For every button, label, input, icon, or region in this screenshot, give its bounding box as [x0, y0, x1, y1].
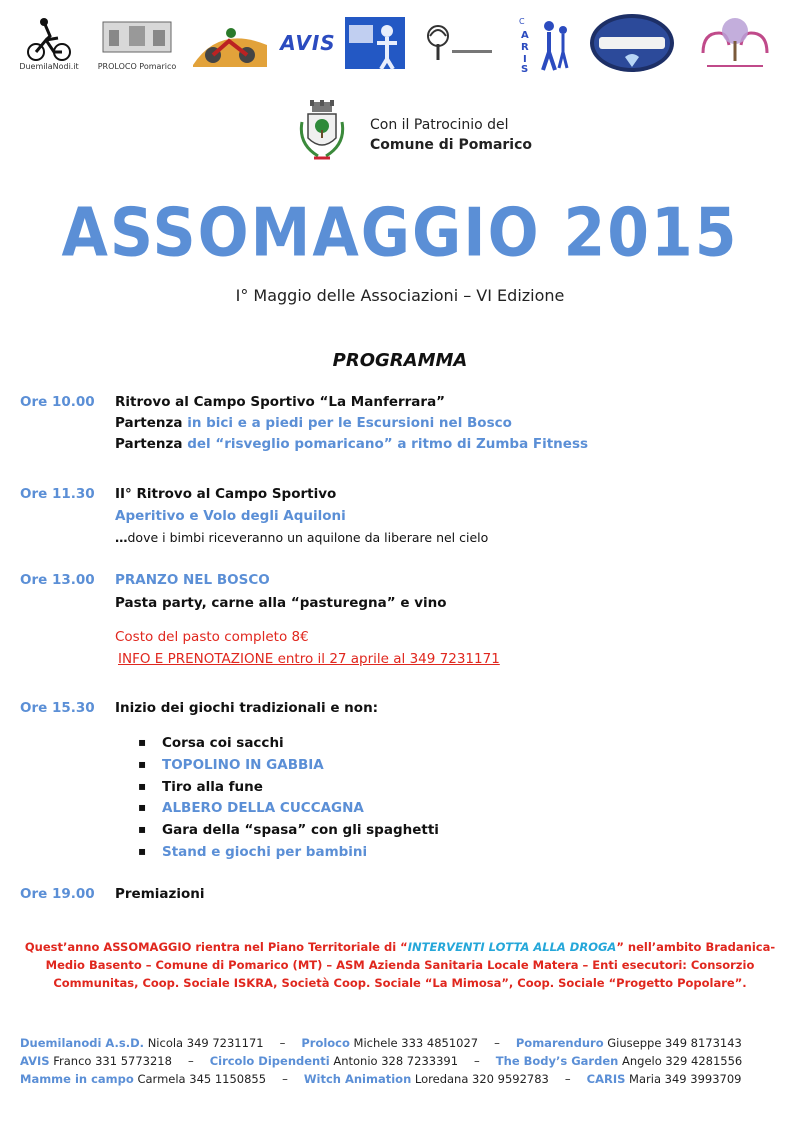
caris-logo: [510, 10, 576, 76]
s2-line-1: II° Ritrovo al Campo Sportivo: [115, 486, 337, 502]
contact-org: Proloco: [301, 1036, 350, 1050]
contact-person: Michele 333 4851027: [349, 1036, 479, 1050]
s1-line-2-b: in bici e a piedi per le Escursioni nel Bosco: [182, 415, 512, 431]
contacts-row: [20, 1072, 790, 1086]
s3-line-2: Pasta party, carne alla “pasturegna” e vino: [115, 595, 447, 611]
time-13-00: Ore 13.00: [20, 572, 95, 588]
contact-separator: –: [187, 1054, 194, 1068]
booking-info: INFO E PRENOTAZIONE entro il 27 aprile al 349 7231171: [118, 651, 500, 667]
notice-a: Quest’anno ASSOMAGGIO rientra nel Piano Territoriale di “: [24, 940, 408, 954]
contact-org: Mamme in campo: [20, 1072, 134, 1086]
duemilanodi-logo: DuemilaNodi.it: [14, 10, 84, 76]
contact-person: Loredana 320 9592783: [411, 1072, 549, 1086]
svg-text:R: R: [521, 42, 529, 53]
game-item: [140, 757, 324, 773]
s1-line-2: [115, 415, 512, 431]
pomarenduro-logo: [188, 10, 272, 76]
s1-line-1: Ritrovo al Campo Sportivo “La Manferrara”: [115, 394, 446, 410]
avis-logo: AVIS: [280, 31, 336, 55]
notice-line-2: Medio Basento – Comune di Pomarico (MT) – ASM Azienda Sanitaria Locale Matera – Enti esecutori: Consorzio: [45, 958, 755, 972]
game-label: TOPOLINO IN GABBIA: [162, 757, 324, 773]
contact-person: Carmela 345 1150855: [133, 1072, 267, 1086]
contact-person: Nicola 349 7231171: [144, 1036, 264, 1050]
contact-org: CARIS: [586, 1072, 626, 1086]
patronage-line-1: Con il Patrocinio del: [370, 117, 509, 133]
time-11-30: Ore 11.30: [20, 486, 95, 502]
s1-line-3-b: del “risveglio pomaricano” a ritmo di Zumba Fitness: [182, 436, 589, 452]
game-item: [140, 800, 364, 816]
s4-line-1: Inizio dei giochi tradizionali e non:: [115, 700, 379, 716]
pomarico-crest: [296, 100, 348, 168]
contact-person: Giuseppe 349 8173143: [603, 1036, 742, 1050]
contact-person: Angelo 329 4281556: [618, 1054, 743, 1068]
time-15-30: Ore 15.30: [20, 700, 95, 716]
contact-org: Pomarenduro: [515, 1036, 604, 1050]
game-label: ALBERO DELLA CUCCAGNA: [162, 800, 364, 816]
contact-org: Witch Animation: [303, 1072, 412, 1086]
svg-text:I: I: [523, 54, 527, 65]
mamme-in-campo-logo: [690, 10, 780, 76]
circolo-logo: [416, 10, 496, 76]
proloco-logo: PROLOCO Pomarico: [96, 10, 178, 76]
game-item: [140, 844, 367, 860]
contact-separator: –: [564, 1072, 571, 1086]
game-label: Corsa coi sacchi: [162, 735, 284, 751]
svg-text:S: S: [521, 64, 529, 74]
contact-separator: –: [474, 1054, 480, 1068]
contact-org: Circolo Dipendenti: [209, 1054, 330, 1068]
witch-animation-logo: [588, 10, 676, 76]
contact-person: Antonio 328 7233391: [329, 1054, 459, 1068]
contact-org: Duemilanodi A.s.D.: [20, 1036, 145, 1050]
s5-line-1: Premiazioni: [115, 886, 205, 902]
s1-line-3-a: Partenza: [115, 436, 183, 452]
game-label: Stand e giochi per bambini: [162, 844, 368, 860]
game-label: Tiro alla fune: [162, 779, 263, 795]
contacts-row: [20, 1054, 790, 1068]
contact-separator: –: [282, 1072, 288, 1086]
svg-text:C: C: [519, 17, 525, 26]
s3-line-1: PRANZO NEL BOSCO: [115, 572, 270, 588]
contact-org: AVIS: [20, 1054, 50, 1068]
s1-line-2-a: Partenza: [115, 415, 183, 431]
contact-person: Maria 349 3993709: [625, 1072, 742, 1086]
game-item: [140, 735, 284, 751]
game-label: Gara della “spasa” con gli spaghetti: [162, 822, 439, 838]
page-title: ASSOMAGGIO 2015: [61, 193, 739, 273]
notice-line-1: [14, 938, 786, 956]
bodys-garden-logo: [342, 10, 408, 76]
sponsor-logos: [14, 10, 786, 76]
game-item: [140, 822, 439, 838]
s2-ellipsis: …: [115, 530, 128, 545]
meal-cost: Costo del pasto completo 8€: [115, 629, 309, 645]
contact-separator: –: [279, 1036, 286, 1050]
time-19-00: Ore 19.00: [20, 886, 95, 902]
subtitle: I° Maggio delle Associazioni – VI Edizione: [235, 286, 565, 305]
contact-separator: –: [494, 1036, 500, 1050]
time-10-00: Ore 10.00: [20, 394, 95, 410]
program-heading: PROGRAMMA: [332, 350, 468, 371]
notice-c: ” nell’ambito Bradanica-: [616, 940, 776, 954]
s1-line-3: [115, 436, 588, 452]
contact-org: The Body’s Garden: [495, 1054, 619, 1068]
program-notice: [14, 938, 786, 992]
contact-person: Franco 331 5773218: [49, 1054, 172, 1068]
s2-line-3-text: dove i bimbi riceveranno un aquilone da liberare nel cielo: [127, 530, 489, 545]
patronage-line-2: Comune di Pomarico: [370, 137, 533, 153]
contacts-row: [20, 1036, 790, 1050]
s2-line-3: [115, 530, 488, 545]
s2-line-2: Aperitivo e Volo degli Aquiloni: [115, 508, 346, 524]
patronage: [370, 115, 532, 155]
game-item: [140, 779, 263, 795]
notice-line-3: Communitas, Coop. Sociale ISKRA, Società Coop. Sociale “La Mimosa”, Coop. Sociale “Progetto Popolare”.: [53, 976, 747, 990]
svg-text:A: A: [521, 30, 529, 41]
notice-highlight: INTERVENTI LOTTA ALLA DROGA: [407, 940, 617, 954]
